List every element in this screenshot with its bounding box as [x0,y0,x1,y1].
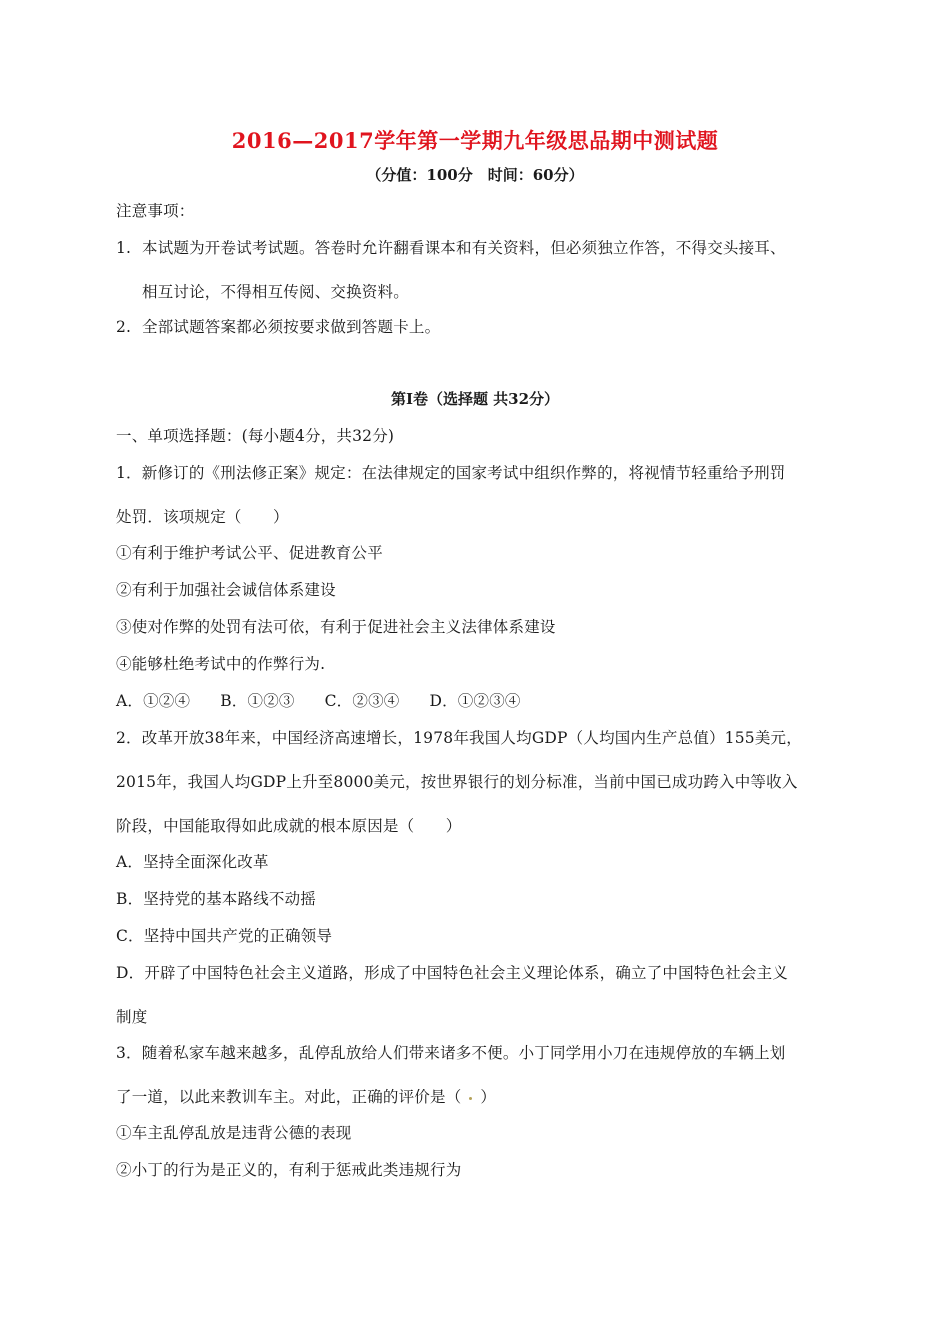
note-item-2 [116,317,440,337]
question-1-statement-2: ②有利于加强社会诚信体系建设 [116,581,336,599]
note-item-2-number: 2. [116,318,132,336]
question-2-option-c: C．坚持中国共产党的正确领导 [116,927,333,945]
notes-heading: 注意事项： [116,202,195,220]
question-3-statement-2: ②小丁的行为是正义的，有利于惩戒此类违规行为 [116,1161,462,1179]
question-2-option-d: D．开辟了中国特色社会主义道路，形成了中国特色社会主义理论体系，确立了中国特色社会主义 [116,964,789,982]
question-3-stem-continued [116,1087,496,1107]
question-2-option-a: A．坚持全面深化改革 [116,853,269,871]
answer-blank-mark [469,1097,472,1100]
question-1-option-b: B．①②③ [220,692,295,710]
question-1-stem: 1．新修订的《刑法修正案》规定：在法律规定的国家考试中组织作弊的，将视情节轻重给予刑罚 [116,464,786,482]
question-1-statement-4: ④能够杜绝考试中的作弊行为. [116,655,326,673]
question-3-statement-1: ①车主乱停乱放是违背公德的表现 [116,1124,352,1142]
question-3-prompt: 了一道，以此来教训车主。对此，正确的评价是（ [116,1088,462,1106]
section-heading: 第Ⅰ卷（选择题 共32分） [390,390,560,408]
note-item-2-text: 全部试题答案都必须按要求做到答题卡上。 [142,318,441,336]
question-3-prompt-close: ） [480,1088,497,1106]
question-1-statement-3: ③使对作弊的处罚有法可依，有利于促进社会主义法律体系建设 [116,618,556,636]
note-item-1-text: 本试题为开卷试考试题。答卷时允许翻看课本和有关资料，但必须独立作答，不得交头接耳、 [142,239,786,257]
question-1-option-c: C．②③④ [324,692,400,710]
question-2-option-d-continued: 制度 [116,1008,148,1026]
question-2-option-b: B．坚持党的基本路线不动摇 [116,890,316,908]
note-item-1-number: 1. [116,239,132,257]
question-2-stem: 2．改革开放38年来，中国经济高速增长，1978年我国人均GDP（人均国内生产总值）155美元， [116,729,802,747]
question-1-options [116,691,551,711]
question-3-stem: 3．随着私家车越来越多，乱停乱放给人们带来诸多不便。小丁同学用小刀在违规停放的车辆上划 [116,1044,786,1062]
note-item-1 [116,238,786,258]
question-1-option-a: A．①②④ [116,692,191,710]
note-item-1-continuation: 相互讨论，不得相互传阅、交换资料。 [142,283,409,301]
section-instructions: 一、单项选择题：(每小题4分，共32分) [116,427,395,445]
question-1-option-d: D．①②③④ [429,692,521,710]
question-1-stem-continued: 处罚．该项规定（ ） [116,508,289,526]
question-2-stem-continued-1: 2015年，我国人均GDP上升至8000美元，按世界银行的划分标准，当前中国已成功跨入中等收入 [116,773,798,791]
question-2-stem-continued-2: 阶段，中国能取得如此成就的根本原因是（ ） [116,817,462,835]
exam-subtitle: （分值：100分 时间：60分） [366,166,584,184]
question-1-statement-1: ①有利于维护考试公平、促进教育公平 [116,544,383,562]
exam-title: 2016—2017学年第一学期九年级思品期中测试题 [231,128,719,153]
